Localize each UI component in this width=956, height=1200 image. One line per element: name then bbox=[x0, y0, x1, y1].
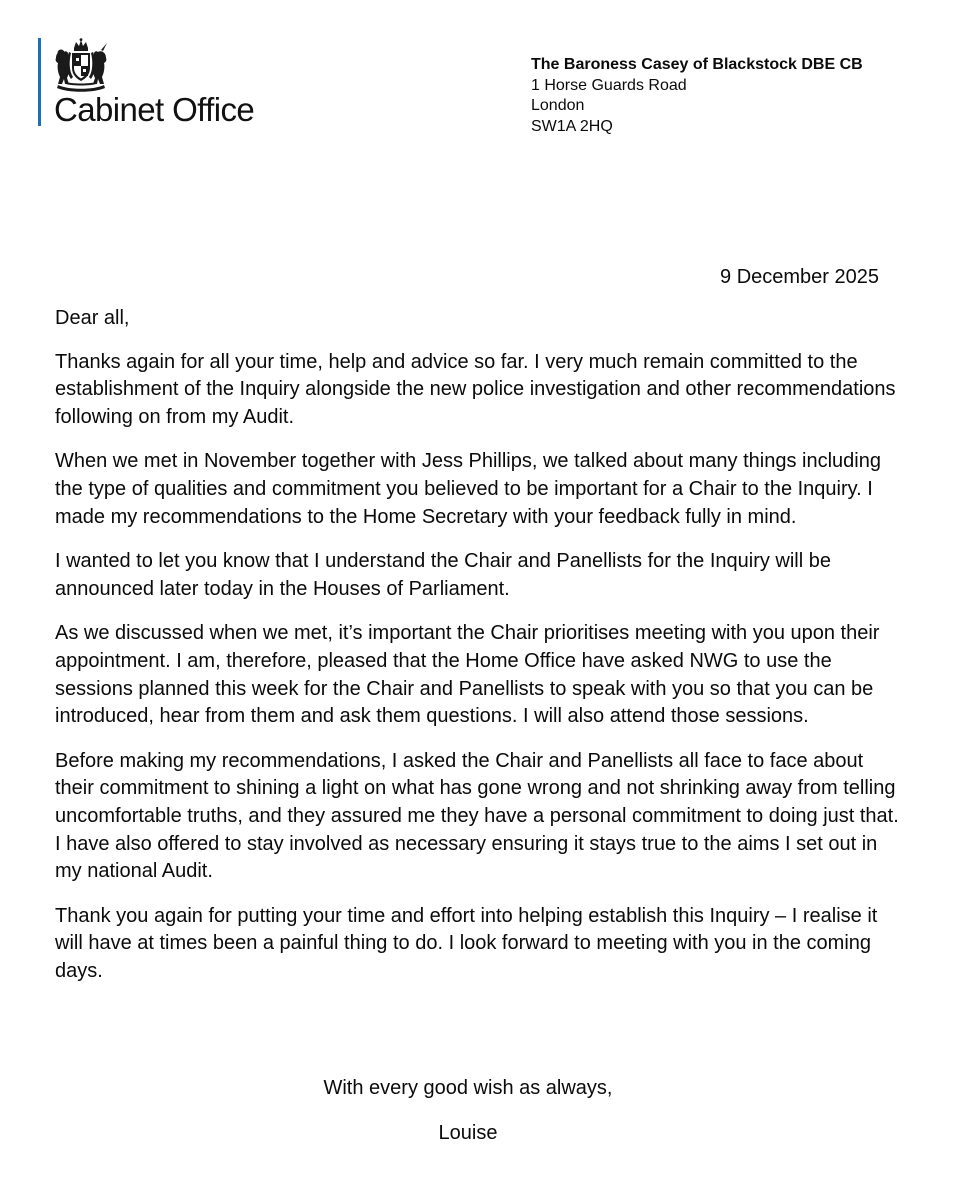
paragraph-4: As we discussed when we met, it’s important the Chair prioritises meeting with you upon their appointment. I am, therefore, pleased that the Home Office have asked NWG to use the sessions planned this week for the Chair and Panellists to speak with you so that you can be introduced, hear from them and ask them questions. I will also attend those sessions. bbox=[55, 622, 880, 728]
address-line-2: London bbox=[531, 97, 585, 114]
letter-body bbox=[55, 305, 905, 1002]
address-postcode: SW1A 2HQ bbox=[531, 117, 613, 135]
paragraph-6: Thank you again for putting your time and effort into helping establish this Inquiry – I realise it will have at times been a painful thing to do. I look forward to meeting with you in the coming days. bbox=[55, 904, 878, 982]
paragraph-2: When we met in November together with Jess Phillips, we talked about many things including the type of qualities and commitment you believed to be important for a Chair to the Inquiry. I made my recommendations to the Home Secretary with your feedback fully in mind. bbox=[55, 450, 881, 528]
royal-coat-of-arms-icon bbox=[52, 38, 110, 92]
sender-address bbox=[531, 55, 863, 137]
logo-rule bbox=[38, 38, 41, 126]
closing-line: With every good wish as always, bbox=[323, 1077, 613, 1099]
paragraph-1: Thanks again for all your time, help and advice so far. I very much remain committed to the establishment of the Inquiry alongside the new police investigation and other recommendations following on from my Audit. bbox=[55, 350, 896, 428]
department-name: Cabinet Office bbox=[54, 91, 255, 128]
signature: Louise bbox=[438, 1122, 498, 1144]
cabinet-office-logo bbox=[38, 38, 298, 130]
address-line-1: 1 Horse Guards Road bbox=[531, 76, 687, 94]
letter-date: 9 December 2025 bbox=[720, 266, 879, 288]
paragraph-3: I wanted to let you know that I understand the Chair and Panellists for the Inquiry will be announced later today in the Houses of Parliament. bbox=[55, 550, 831, 600]
address-name: The Baroness Casey of Blackstock DBE CB bbox=[531, 56, 863, 73]
paragraph-5: Before making my recommendations, I asked the Chair and Panellists all face to face about their commitment to shining a light on what has gone wrong and not shrinking away from telling uncomfortable truths, and they assured me they have a personal commitment to doing just that. I have also offered to stay involved as necessary ensuring it stays true to the aims I set out in my national Audit. bbox=[55, 749, 899, 883]
salutation: Dear all, bbox=[55, 307, 130, 329]
